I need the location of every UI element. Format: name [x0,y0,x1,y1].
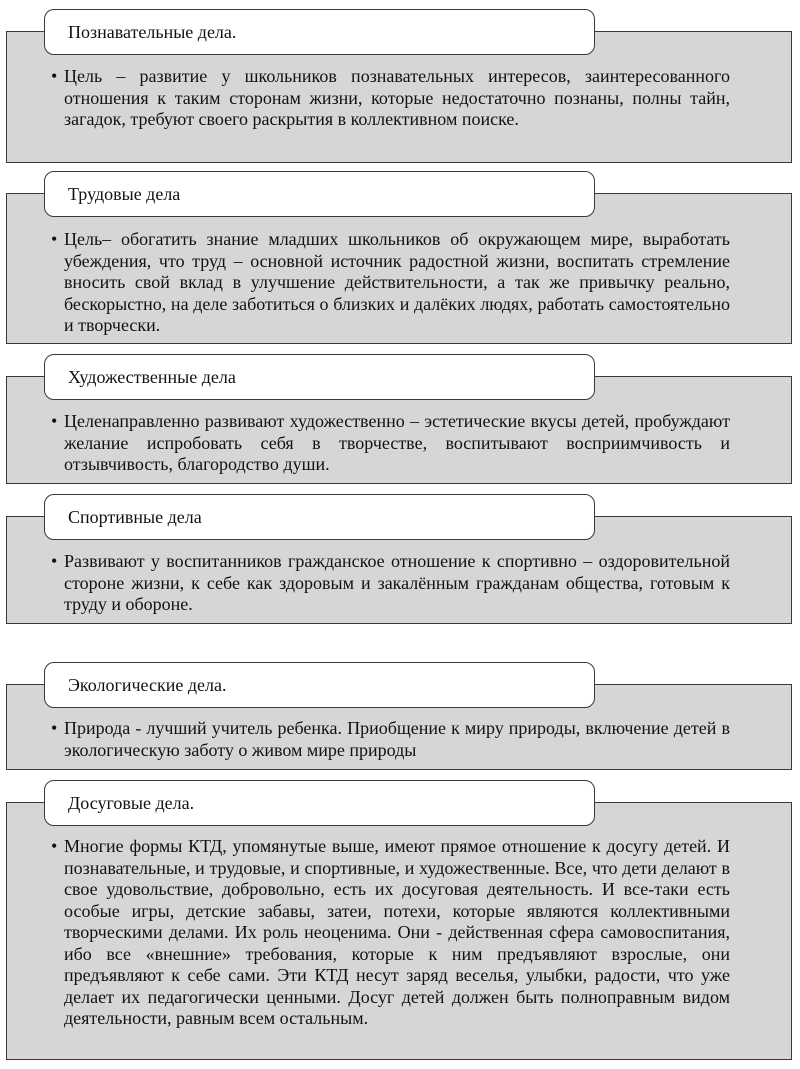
bullet: • [51,836,58,856]
section-item [51,411,730,476]
section-item-text: Развивают у воспитанников гражданское отношение к спортивно – оздоровительной стороне жизни, к себе как здоровым и закалённым гражданам общества, готовым к труду и обороне. [64,551,730,614]
section-title-text: Художественные дела [68,367,236,387]
section-item-text: Цель – развитие у школьников познавательных интересов, заинтересованного отношения к таким сторонам жизни, которые недостаточно познаны, полны тайн, загадок, требуют своего раскрытия в коллективном поиске. [64,66,730,129]
section-item [51,66,730,131]
section-title-text: Познавательные дела. [68,22,237,42]
section-item-text: Природа - лучший учитель ребенка. Приобщение к миру природы, включение детей в экологическую заботу о живом мире природы [64,718,730,760]
bullet: • [51,229,58,249]
section-title [44,171,595,217]
section-title-text: Досуговые дела. [68,793,195,813]
section-item [51,229,730,337]
section-item [51,836,730,1030]
section-title [44,494,595,540]
section-title-text: Экологические дела. [68,675,227,695]
section-title [44,662,595,708]
bullet: • [51,551,58,571]
bullet: • [51,66,58,86]
section-title [44,354,595,400]
section-title-text: Трудовые дела [68,184,181,204]
section-title [44,9,595,55]
section-item-text: Целенаправленно развивают художественно – эстетические вкусы детей, пробуждают желание испробовать себя в творчестве, воспитывают восприимчивость и отзывчивость, благородство души. [64,411,730,474]
section-item [51,718,730,761]
section-title [44,780,595,826]
bullet: • [51,411,58,431]
section-title-text: Спортивные дела [68,507,202,527]
section-item-text: Многие формы КТД, упомянутые выше, имеют прямое отношение к досугу детей. И познавательные, и трудовые, и спортивные, и художественные. Все, что дети делают в свое удовольствие, добровольно, есть их досуговая деятельность. И все-таки есть особые игры, детские забавы, затеи, потехи, которые являются коллективными творческими делами. Их роль неоценима. Они - действенная сфера самовоспитания, ибо все «внешние» требования, которые к ним предъявляют взрослые, они предъявляют к себе сами. Эти КТД несут заряд веселья, улыбки, радости, что уже делает их педагогически ценными. Досуг детей должен быть полноправным видом деятельности, равным всем остальным. [64,836,730,1028]
section-item [51,551,730,616]
bullet: • [51,718,58,738]
section-item-text: Цель– обогатить знание младших школьников об окружающем мире, выработать убеждения, что труд – основной источник радостной жизни, воспитать стремление вносить свой вклад в улучшение действительности, а так же привычку реально, бескорыстно, на деле заботиться о близких и далёких людях, работать самостоятельно и творчески. [64,229,730,335]
